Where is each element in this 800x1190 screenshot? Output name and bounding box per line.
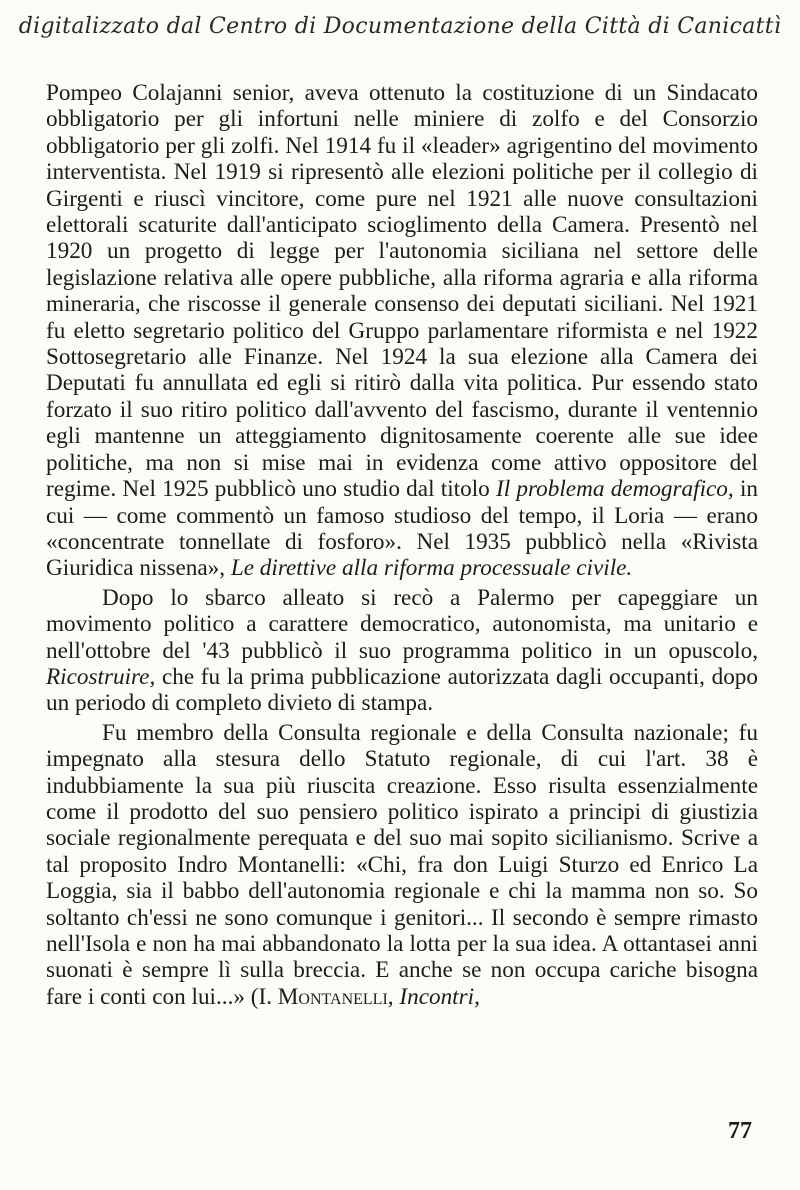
paragraph-2-text-b: che fu la prima pubblicazione autorizzata dagli occupanti, dopo un periodo di completo divieto di stampa. xyxy=(46,663,758,717)
paragraph-3 xyxy=(46,720,758,1010)
paragraph-2-text-a: Dopo lo sbarco alleato si recò a Palermo per capeggiare un movimento politico a carattere democratico, autonomista, ma unitario e nell'ottobre del '43 pubblicò il suo programma politico in un opuscolo, xyxy=(46,584,758,664)
paragraph-1-text-a: Pompeo Colajanni senior, aveva ottenuto la costituzione di un Sindacato obbligatorio per gli infortuni nelle miniere di zolfo e del Consorzio obbligatorio per gli zolfi. Nel 1914 fu il «leader» agrigentino del movimento interventista. Nel 1919 si ripresentò alle elezioni politiche per il collegio di Girgenti e riuscì vincitore, come pure nel 1921 alle nuove consultazioni elettorali scaturite dall'anticipato scioglimento della Camera. Presentò nel 1920 un progetto di legge per l'autonomia siciliana nel settore delle legislazione relativa alle opere pubbliche, alla riforma agraria e alla riforma mineraria, che riscosse il generale consenso dei deputati siciliani. Nel 1921 fu eletto segretario politico del Gruppo parlamentare riformista e nel 1922 Sottosegretario alle Finanze. Nel 1924 la sua elezione alla Camera dei Deputati fu annullata ed egli si ritirò dalla vita politica. Pur essendo stato forzato il suo ritiro politico dall'avvento del fascismo, durante il ventennio egli mantenne un atteggiamento dignitosamente coerente alle sue idee politiche, ma non si mise mai in evidenza come attivo oppositore del regime. Nel 1925 pubblicò uno studio dal titolo xyxy=(46,80,758,503)
work-title-incontri: Incontri, xyxy=(399,983,480,1010)
work-title-problema-demografico: Il problema demografico, xyxy=(496,476,734,503)
paragraph-1-text-b: in cui — come commentò un famoso studioso del tempo, il Loria — erano «concentrate tonnellate di fosforo». Nel 1935 pubblicò nella «Rivista Giuridica nissena», xyxy=(46,476,758,582)
work-title-direttive-riforma: Le direttive alla riforma processuale civile. xyxy=(230,555,633,582)
paragraph-3-text-a: Fu membro della Consulta regionale e della Consulta nazionale; fu impegnato alla stesura dello Statuto regionale, di cui l'art. 38 è indubbiamente la sua più riuscita creazione. Esso risulta essenzialmente come il prodotto del suo pensiero politico ispirato a principi di giustizia sociale regionalmente perequata e del suo mai sopito sicilianismo. Scrive a tal proposito Indro Montanelli: «Chi, fra don Luigi Sturzo ed Enrico La Loggia, sia il babbo dell'autonomia regionale e chi la mamma non so. So soltanto ch'essi ne sono comunque i genitori... Il secondo è sempre rimasto nell'Isola e non ha mai abbandonato la lotta per la sua idea. A ottantasei anni suonati è sempre lì sulla breccia. E anche se non occupa cariche bisogna fare i conti con lui...» (I. xyxy=(46,719,758,1010)
page-number: 77 xyxy=(728,1118,752,1144)
digitization-stamp: digitalizzato dal Centro di Documentazione della Città di Canicattì xyxy=(18,14,782,39)
paragraph-2 xyxy=(46,585,758,717)
work-title-ricostruire: Ricostruire, xyxy=(46,663,156,690)
paragraph-1 xyxy=(46,80,758,582)
body-text xyxy=(46,80,758,1010)
author-name-montanelli: Montanelli, xyxy=(277,983,394,1010)
